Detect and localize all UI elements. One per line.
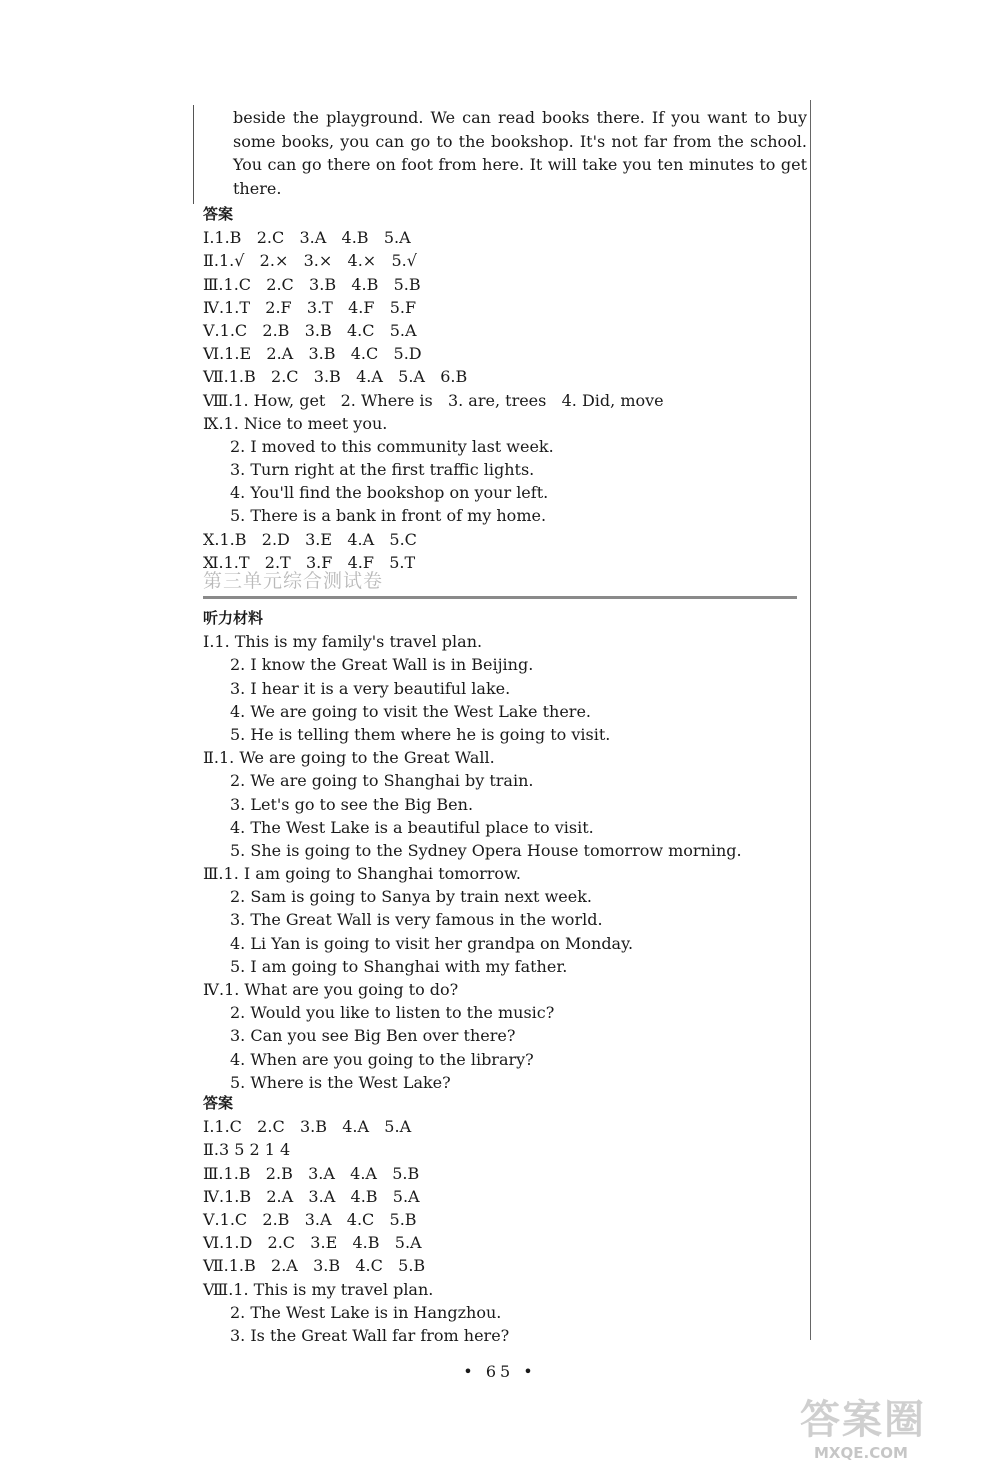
listening-line: 2. I know the Great Wall is in Beijing.	[230, 655, 534, 675]
section-title: 第三单元综合测试卷	[203, 570, 384, 592]
answer-line: 5. There is a bank in front of my home.	[230, 506, 547, 526]
answer-line: Ⅶ.1.B 2.A 3.B 4.C 5.B	[203, 1256, 426, 1276]
listening-line: 5. I am going to Shanghai with my father.	[230, 956, 568, 976]
answer-line: Ⅵ.1.D 2.C 3.E 4.B 5.A	[203, 1233, 422, 1253]
listening-line: 4. When are you going to the library?	[230, 1049, 534, 1069]
answer-line: Ⅱ.3 5 2 1 4	[203, 1140, 291, 1160]
answer-line: Ⅹ.1.B 2.D 3.E 4.A 5.C	[203, 529, 417, 549]
listening-line: 2. Sam is going to Sanya by train next week.	[230, 887, 592, 907]
answer-line: Ⅷ.1. This is my travel plan.	[203, 1279, 434, 1299]
answers-heading: 答案	[203, 1094, 234, 1112]
watermark-title: 答案圈	[800, 1397, 926, 1443]
listening-line: 4. Li Yan is going to visit her grandpa on Monday.	[230, 933, 634, 953]
answer-line: Ⅱ.1.√ 2.× 3.× 4.× 5.√	[203, 251, 417, 271]
answer-line: Ⅺ.1.T 2.T 3.F 4.F 5.T	[203, 552, 416, 572]
watermark-domain: MXQE.COM	[814, 1444, 908, 1462]
listening-heading: 听力材料	[203, 609, 264, 627]
answer-line: Ⅸ.1. Nice to meet you.	[203, 413, 388, 433]
answer-line: 2. I moved to this community last week.	[230, 436, 554, 456]
answer-line: Ⅴ.1.C 2.B 3.A 4.C 5.B	[203, 1209, 417, 1229]
page-number: • 65 •	[463, 1362, 537, 1381]
passage-text: beside the playground. We can read books there. If you want to buy some books, you can go to the bookshop. It's not far from the school. You can go there on foot from here. It will take you ten minutes to get there.	[233, 108, 807, 198]
answers-block-2	[203, 1092, 803, 1347]
answer-line: Ⅷ.1. How, get 2. Where is 3. are, trees 4. Did, move	[203, 390, 664, 410]
listening-line: Ⅳ.1. What are you going to do?	[203, 980, 459, 999]
answers-heading: 答案	[203, 205, 234, 223]
section-title-banner	[203, 566, 797, 599]
answer-line: Ⅵ.1.E 2.A 3.B 4.C 5.D	[203, 344, 422, 364]
answer-line: 3. Is the Great Wall far from here?	[230, 1325, 510, 1345]
listening-line: 5. She is going to the Sydney Opera House tomorrow morning.	[230, 840, 742, 860]
answer-line: Ⅲ.1.C 2.C 3.B 4.B 5.B	[203, 274, 421, 294]
right-margin-rule	[810, 100, 811, 1340]
answer-line: Ⅳ.1.B 2.A 3.A 4.B 5.A	[203, 1186, 420, 1206]
answer-line: 2. The West Lake is in Hangzhou.	[230, 1302, 502, 1322]
answer-line: Ⅴ.1.C 2.B 3.B 4.C 5.A	[203, 320, 417, 340]
answer-line: Ⅰ.1.C 2.C 3.B 4.A 5.A	[203, 1117, 412, 1137]
answer-line: Ⅶ.1.B 2.C 3.B 4.A 5.A 6.B	[203, 367, 468, 387]
listening-line: Ⅰ.1. This is my family's travel plan.	[203, 632, 483, 652]
answer-line: Ⅲ.1.B 2.B 3.A 4.A 5.B	[203, 1163, 420, 1183]
listening-line: 3. I hear it is a very beautiful lake.	[230, 678, 511, 698]
listening-line: 2. Would you like to listen to the music?	[230, 1003, 555, 1023]
listening-line: 4. The West Lake is a beautiful place to visit.	[230, 817, 594, 837]
answer-line: Ⅰ.1.B 2.C 3.A 4.B 5.A	[203, 228, 411, 248]
listening-line: 3. Can you see Big Ben over there?	[230, 1026, 516, 1046]
listening-block	[203, 607, 803, 1094]
watermark-logo	[794, 1396, 994, 1466]
listening-line: Ⅱ.1. We are going to the Great Wall.	[203, 748, 495, 768]
listening-line: 5. He is telling them where he is going to visit.	[230, 724, 611, 744]
answer-line: Ⅳ.1.T 2.F 3.T 4.F 5.F	[203, 297, 417, 317]
left-margin-rule	[193, 105, 194, 204]
answer-line: 4. You'll find the bookshop on your left.	[230, 483, 549, 503]
answer-line: 3. Turn right at the first traffic lights.	[230, 460, 535, 480]
listening-line: Ⅲ.1. I am going to Shanghai tomorrow.	[203, 864, 521, 884]
listening-line: 4. We are going to visit the West Lake there.	[230, 701, 592, 721]
listening-line: 3. The Great Wall is very famous in the world.	[230, 910, 603, 930]
listening-line: 3. Let's go to see the Big Ben.	[230, 794, 474, 814]
listening-line: 2. We are going to Shanghai by train.	[230, 771, 534, 791]
answers-block-1	[203, 203, 803, 574]
listening-line: 5. Where is the West Lake?	[230, 1072, 451, 1092]
